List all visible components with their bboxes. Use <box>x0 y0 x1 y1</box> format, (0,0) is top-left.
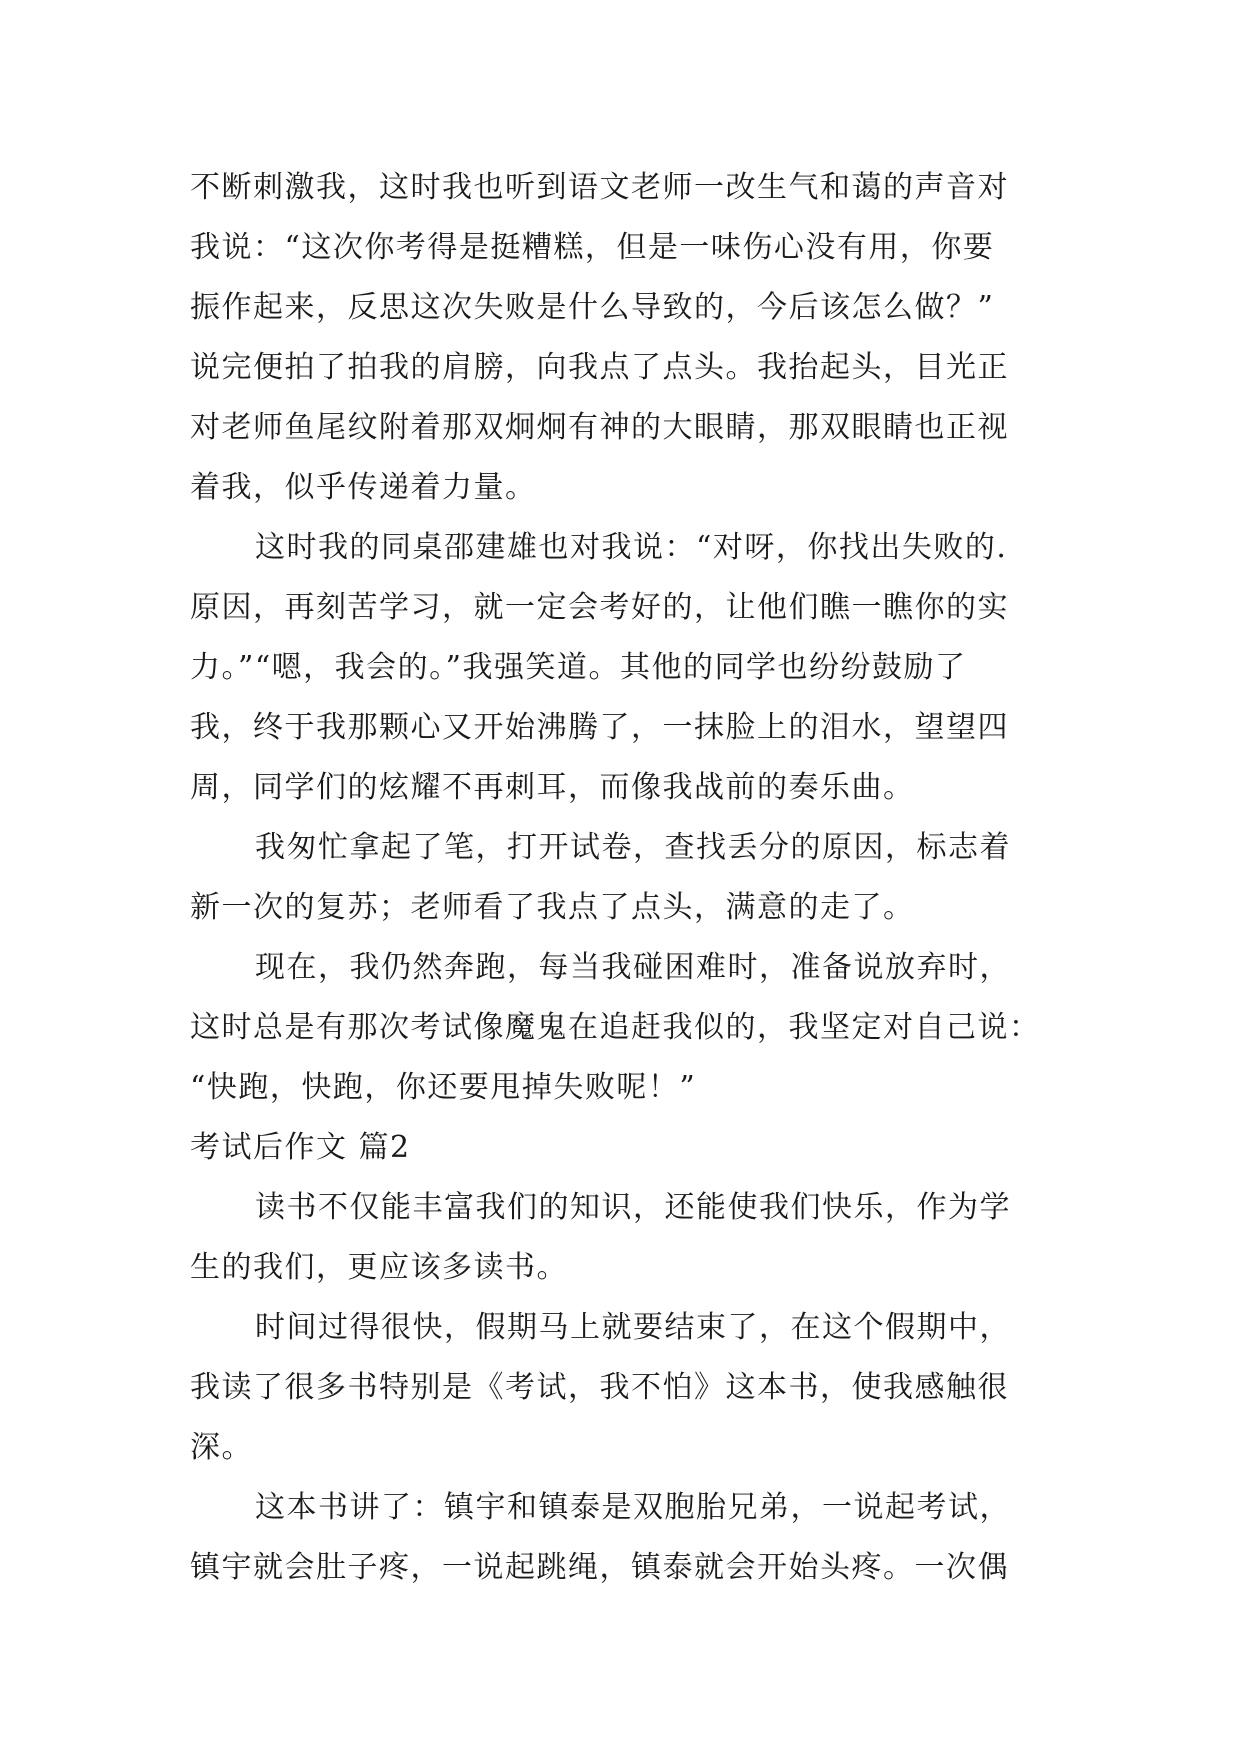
text-line: 不断刺激我，这时我也听到语文老师一改生气和蔼的声音对 <box>190 170 1009 205</box>
paragraph-6 <box>190 1298 1060 1478</box>
paragraph-4 <box>190 938 1060 1118</box>
text-line: 我读了很多书特别是《考试，我不怕》这本书，使我感触很 <box>190 1370 1009 1405</box>
text-line: 我说：“这次你考得是挺糟糕，但是一味伤心没有用，你要 <box>190 230 995 265</box>
text-line: 我，终于我那颗心又开始沸腾了，一抹脸上的泪水，望望四 <box>190 710 1009 745</box>
text-line: 着我，似乎传递着力量。 <box>190 470 537 505</box>
text-line: 这时我的同桌邵建雄也对我说：“对呀，你找出失败的. <box>255 530 1008 565</box>
text-line: 力。”“嗯，我会的。”我强笑道。其他的同学也纷纷鼓励了 <box>190 650 967 685</box>
text-line: 振作起来，反思这次失败是什么导致的，今后该怎么做？” <box>190 290 995 325</box>
text-line: 现在，我仍然奔跑，每当我碰困难时，准备说放弃时， <box>255 950 1011 985</box>
paragraph-1 <box>190 158 1060 518</box>
paragraph-3 <box>190 818 1060 938</box>
text-line: 对老师鱼尾纹附着那双炯炯有神的大眼睛，那双眼睛也正视 <box>190 410 1009 445</box>
text-line: 原因，再刻苦学习，就一定会考好的，让他们瞧一瞧你的实 <box>190 590 1009 625</box>
text-line: 镇宇就会肚子疼，一说起跳绳，镇泰就会开始头疼。一次偶 <box>190 1550 1009 1585</box>
paragraph-2 <box>190 518 1060 818</box>
text-line: 生的我们，更应该多读书。 <box>190 1250 568 1285</box>
text-line: 深。 <box>190 1430 253 1465</box>
paragraph-5 <box>190 1178 1060 1298</box>
text-line: 这时总是有那次考试像魔鬼在追赶我似的，我坚定对自己说： <box>190 1010 1041 1045</box>
text-line: 我匆忙拿起了笔，打开试卷，查找丢分的原因，标志着 <box>255 830 1011 865</box>
text-line: 说完便拍了拍我的肩膀，向我点了点头。我抬起头，目光正 <box>190 350 1009 385</box>
text-line: “快跑，快跑，你还要甩掉失败呢！” <box>190 1070 697 1105</box>
text-line: 新一次的复苏；老师看了我点了点头，满意的走了。 <box>190 890 915 925</box>
text-line: 这本书讲了：镇宇和镇泰是双胞胎兄弟，一说起考试， <box>255 1490 1011 1525</box>
paragraph-7 <box>190 1478 1060 1598</box>
document-body <box>190 158 1060 1598</box>
text-line: 周，同学们的炫耀不再刺耳，而像我战前的奏乐曲。 <box>190 770 915 805</box>
text-line: 时间过得很快，假期马上就要结束了，在这个假期中， <box>255 1310 1011 1345</box>
section-heading: 考试后作文 篇2 <box>190 1130 411 1165</box>
text-line: 读书不仅能丰富我们的知识，还能使我们快乐，作为学 <box>255 1190 1011 1225</box>
